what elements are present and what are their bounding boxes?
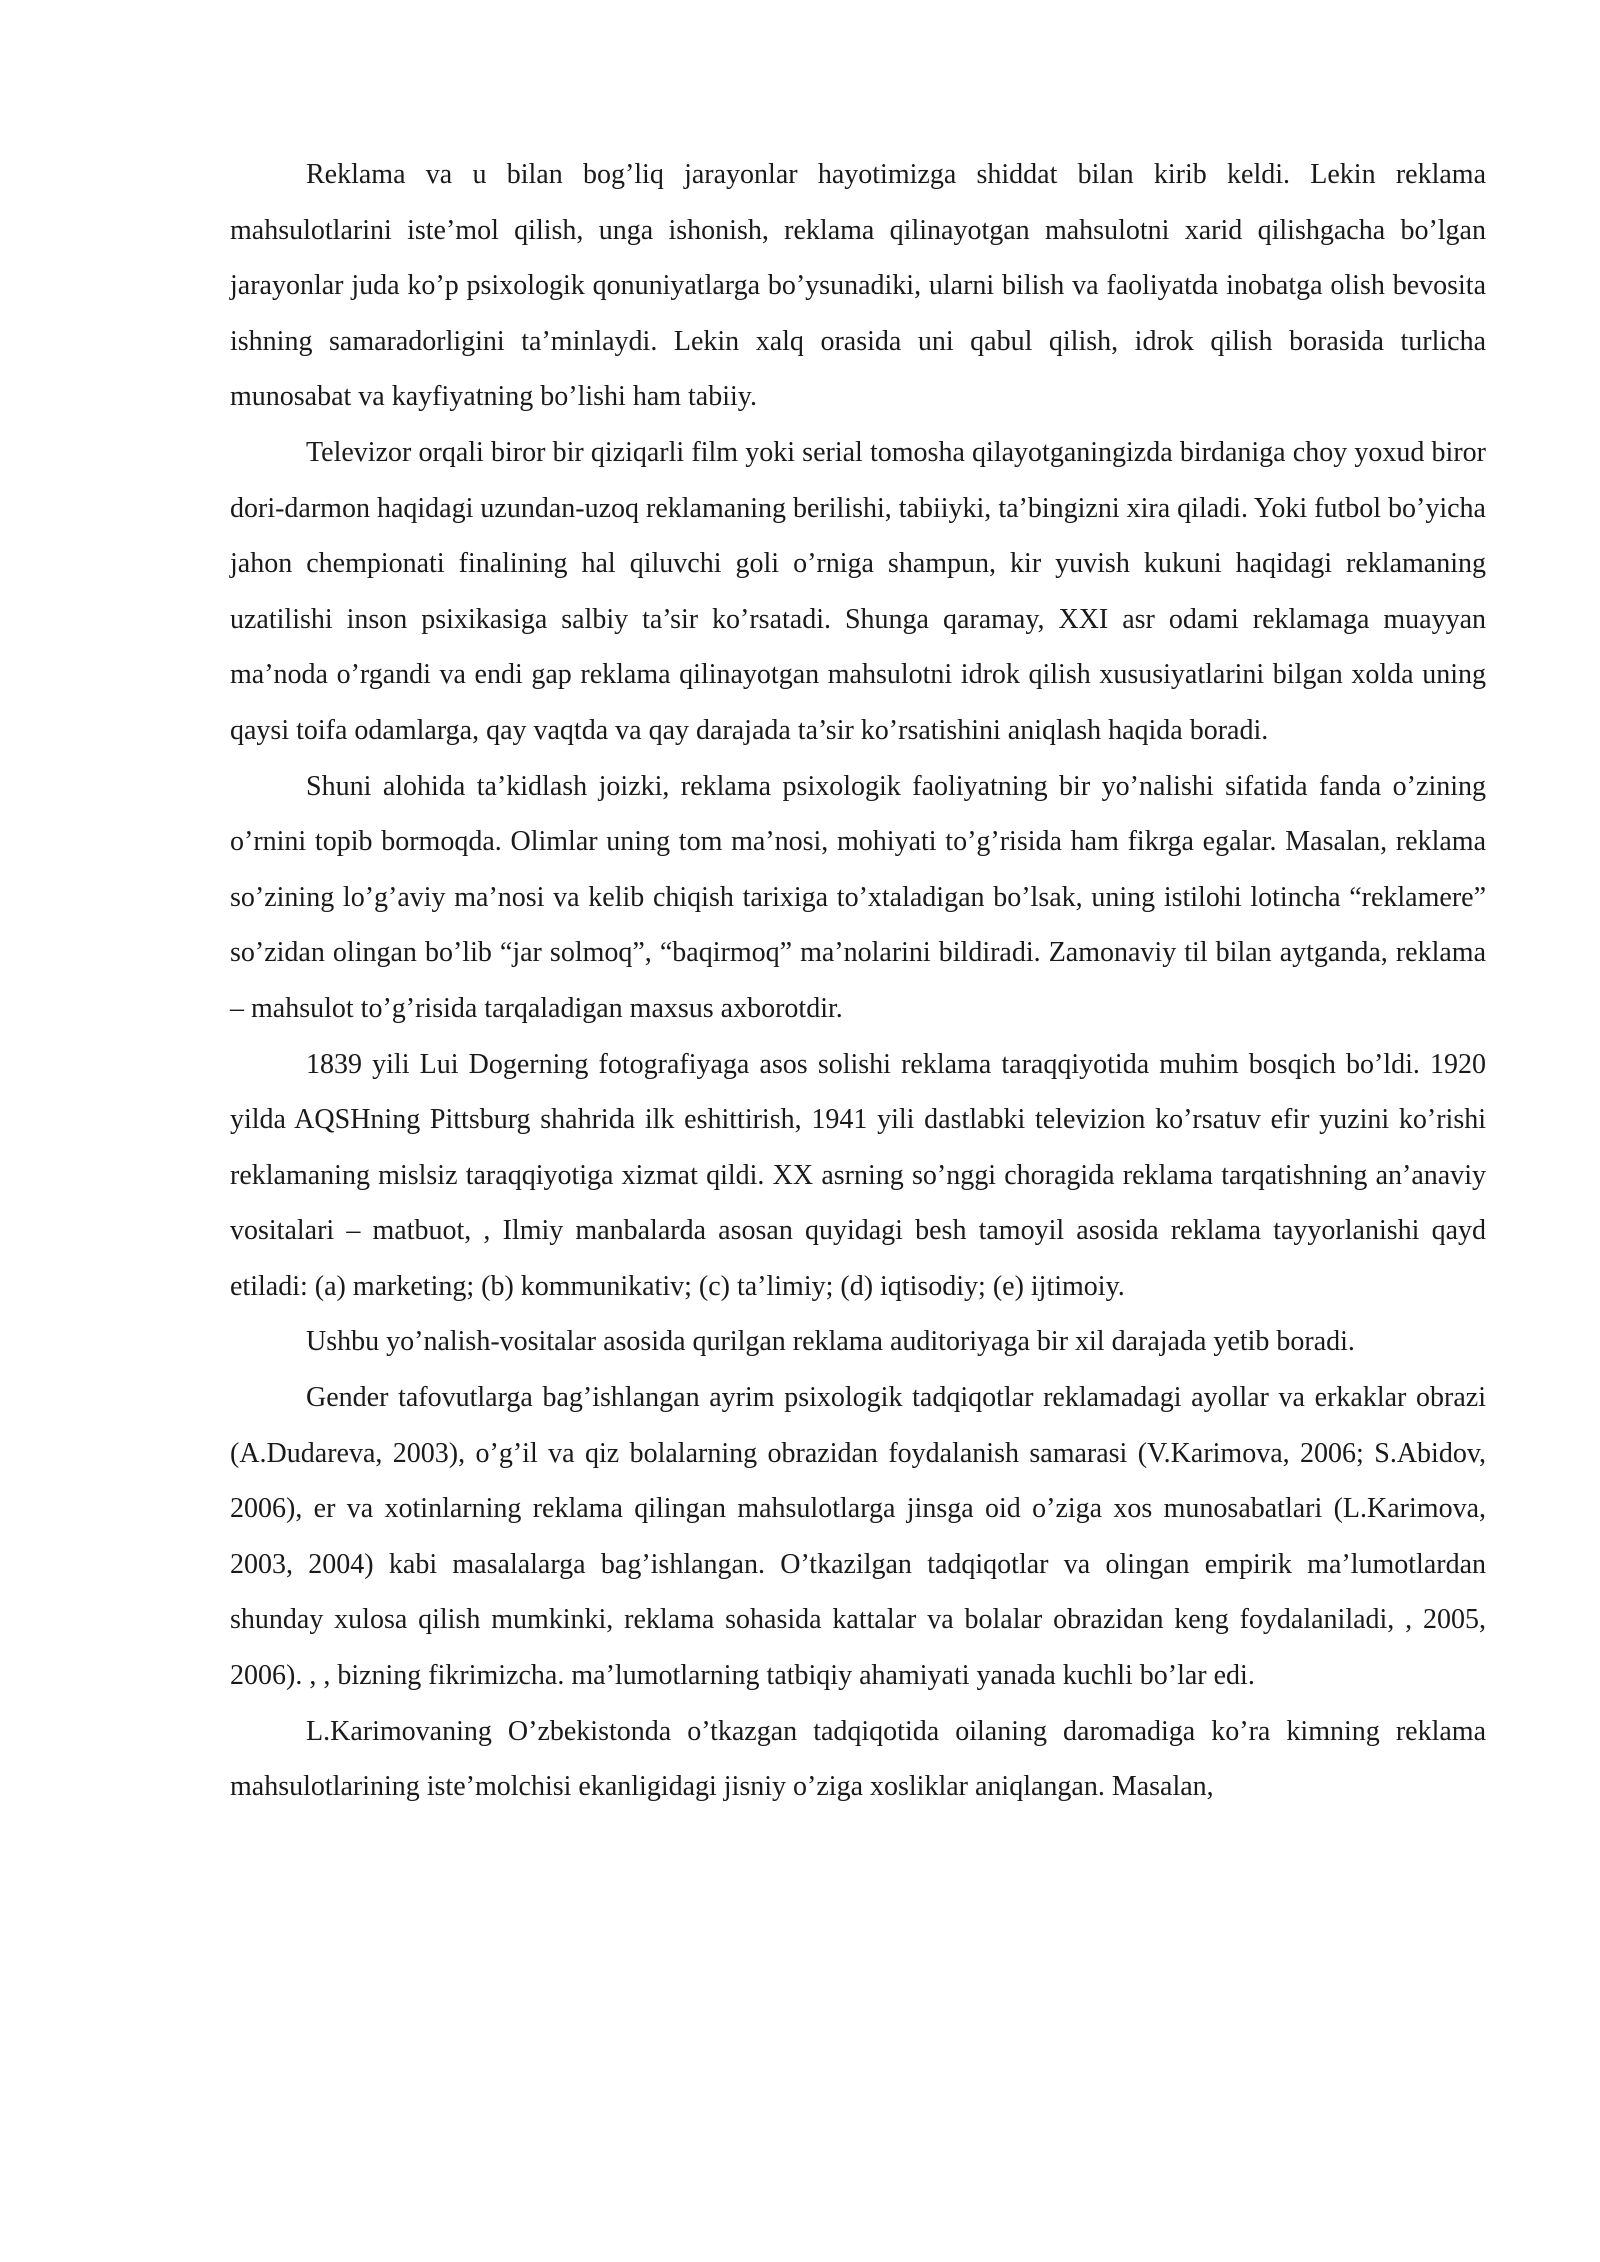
paragraph-6: Gender tafovutlarga bag’ishlangan ayrim psixologik tadqiqotlar reklamadagi ayollar va erkaklar obrazi (A.Dudareva, 2003), o’g’il va qiz bolalarning obrazidan foydalanish samarasi (V.Karimova, 2006; S.Abidov, 2006), er va xotinlarning reklama qilingan mahsulotlarga jinsga oid o’ziga xos munosabatlari (L.Karimova, 2003, 2004) kabi masalalarga bag’ishlangan. O’tkazilgan tadqiqotlar va olingan empirik ma’lumotlardan shunday xulosa qilish mumkinki, reklama sohasida kattalar va bolalar obrazidan keng foydalaniladi, , 2005, 2006). , , bizning fikrimizcha. ma’lumotlarning tatbiqiy ahamiyati yanada kuchli bo’lar edi. [230, 1382, 1486, 1692]
paragraph-7: L.Karimovaning O’zbekistonda o’tkazgan tadqiqotida oilaning daromadiga ko’ra kimning reklama mahsulotlarining iste’molchisi ekanligidagi jisniy o’ziga xosliklar aniqlangan. Masalan, [230, 1715, 1486, 1803]
paragraph-3: Shuni alohida ta’kidlash joizki, reklama psixologik faoliyatning bir yo’nalishi sifatida fanda o’zining o’rnini topib bormoqda. Olimlar uning tom ma’nosi, mohiyati to’g’risida ham fikrga egalar. Masalan, reklama so’zining lo’g’aviy ma’nosi va kelib chiqish tarixiga to’xtaladigan bo’lsak, uning istilohi lotincha “reklamere” so’zidan olingan bo’lib “jar solmoq”, “baqirmoq” ma’nolarini bildiradi. Zamonaviy til bilan aytganda, reklama – mahsulot to’g’risida tarqaladigan maxsus axborotdir. [230, 770, 1486, 1024]
paragraph-1: Reklama va u bilan bog’liq jarayonlar hayotimizga shiddat bilan kirib keldi. Lekin reklama mahsulotlarini iste’mol qilish, unga ishonish, reklama qilinayotgan mahsulotni xarid qilishgacha bo’lgan jarayonlar juda ko’p psixologik qonuniyatlarga bo’ysunadiki, ularni bilish va faoliyatda inobatga olish bevosita ishning samaradorligini ta’minlaydi. Lekin xalq orasida uni qabul qilish, idrok qilish borasida turlicha munosabat va kayfiyatning bo’lishi ham tabiiy. [230, 159, 1486, 413]
paragraph-5: Ushbu yo’nalish-vositalar asosida qurilgan reklama auditoriyaga bir xil darajada yetib boradi. [306, 1326, 1355, 1358]
paragraph-4: 1839 yili Lui Dogerning fotografiyaga asos solishi reklama taraqqiyotida muhim bosqich bo’ldi. 1920 yilda AQSHning Pittsburg shahrida ilk eshittirish, 1941 yili dastlabki televizion ko’rsatuv efir yuzini ko’rishi reklamaning mislsiz taraqqiyotiga xizmat qildi. XX asrning so’nggi choragida reklama tarqatishning an’anaviy vositalari – matbuot, , Ilmiy manbalarda asosan quyidagi besh tamoyil asosida reklama tayyorlanishi qayd etiladi: (a) marketing; (b) kommunikativ; (c) ta’limiy; (d) iqtisodiy; (e) ijtimoiy. [230, 1048, 1486, 1302]
body-text [230, 147, 1486, 1815]
paragraph-2: Televizor orqali biror bir qiziqarli film yoki serial tomosha qilayotganingizda birdaniga choy yoxud biror dori-darmon haqidagi uzundan-uzoq reklamaning berilishi, tabiiyki, ta’bingizni xira qiladi. Yoki futbol bo’yicha jahon chempionati finalining hal qiluvchi goli o’rniga shampun, kir yuvish kukuni haqidagi reklamaning uzatilishi inson psixikasiga salbiy ta’sir ko’rsatadi. Shunga qaramay, XXI asr odami reklamaga muayyan ma’noda o’rgandi va endi gap reklama qilinayotgan mahsulotni idrok qilish xususiyatlarini bilgan xolda uning qaysi toifa odamlarga, qay vaqtda va qay darajada ta’sir ko’rsatishini aniqlash haqida boradi. [230, 436, 1486, 746]
